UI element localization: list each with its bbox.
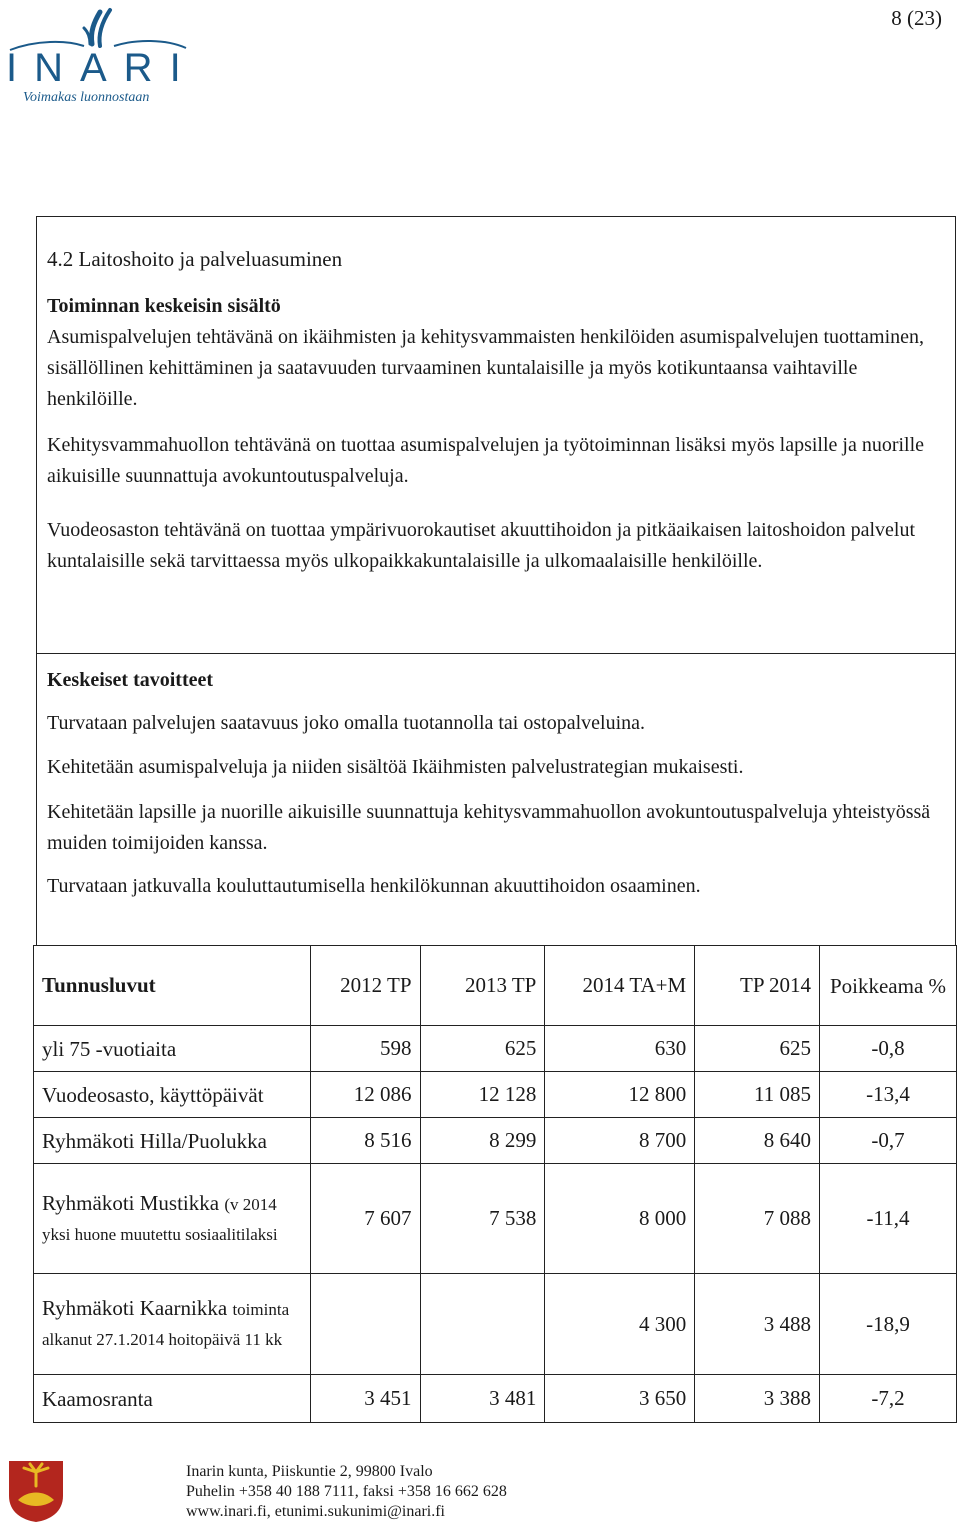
paragraph-3: Vuodeosaston tehtävänä on tuottaa ympärivuorokautiset akuuttihoidon ja pitkäaikaisen laitoshoidon palvelut kuntalaisille sekä tarvittaessa myös ulkopaikkakuntalaisille ja ulkomaalaisille henkilöille.	[47, 519, 916, 572]
row-label	[34, 1164, 311, 1274]
content-heading: Toiminnan keskeisin sisältö	[47, 295, 281, 317]
goal-item: Turvataan jatkuvalla kouluttautumisella henkilökunnan akuuttihoidon osaaminen.	[47, 875, 701, 897]
row-label-text: Vuodeosasto, käyttöpäivät	[42, 1082, 264, 1107]
row-note: (v 2014 yksi huone muutettu sosiaalitilaksi	[42, 1194, 278, 1244]
row-label-text: Ryhmäkoti Mustikka	[42, 1190, 220, 1215]
goal-item: Kehitetään asumispalveluja ja niiden sisältöä Ikäihmisten palvelustrategian mukaisesti.	[47, 756, 744, 778]
content-box	[36, 216, 956, 946]
row-label-text: Kaamosranta	[42, 1386, 153, 1411]
paragraph-2: Kehitysvammahuollon tehtävänä on tuottaa asumispalvelujen ja työtoiminnan lisäksi myös lapsille ja nuorille aikuisille suunnattuja avokuntoutuspalveluja.	[47, 434, 925, 487]
table-cell: 3 451	[310, 1375, 420, 1423]
table-cell: 8 640	[695, 1118, 820, 1164]
table-cell: -13,4	[820, 1072, 957, 1118]
table-row	[34, 1274, 957, 1375]
content-section	[47, 291, 945, 415]
header-cell: Tunnusluvut	[34, 946, 311, 1026]
table-row	[34, 1072, 957, 1118]
table-header-row	[34, 946, 957, 1026]
table-row	[34, 1118, 957, 1164]
row-label-text: yli 75 -vuotiaita	[42, 1036, 177, 1061]
coat-of-arms-icon	[6, 1458, 66, 1524]
row-label	[34, 1026, 311, 1072]
table-cell: 630	[545, 1026, 695, 1072]
footer-address: Inarin kunta, Piiskuntie 2, 99800 Ivalo	[186, 1463, 433, 1480]
table-cell: 3 650	[545, 1375, 695, 1423]
table-cell: 11 085	[695, 1072, 820, 1118]
row-note: toiminta alkanut 27.1.2014 hoitopäivä 11 kk	[42, 1300, 290, 1349]
header-cell: 2012 TP	[310, 946, 420, 1026]
row-label	[34, 1118, 311, 1164]
table-cell: 8 516	[310, 1118, 420, 1164]
paragraph-1: Asumispalvelujen tehtävänä on ikäihmisten ja kehitysvammaisten henkilöiden asumispalvelujen tuottaminen, sisällöllinen kehittäminen ja saatavuuden turvaaminen kuntalaisille ja myös kotikuntaansa vaihtaville henkilöille.	[47, 326, 925, 410]
footer-web: www.inari.fi, etunimi.sukunimi@inari.fi	[186, 1503, 445, 1520]
goal-item: Kehitetään lapsille ja nuorille aikuisille suunnattuja kehitysvammahuollon avokuntoutuspalveluja yhteistyössä muiden toimijoiden kanssa.	[47, 801, 931, 854]
header-cell: 2013 TP	[420, 946, 545, 1026]
header-cell: Poikkeama %	[820, 946, 957, 1026]
inari-logo	[6, 6, 198, 106]
table-cell: 3 488	[695, 1274, 820, 1375]
table-cell: 625	[420, 1026, 545, 1072]
table-cell	[310, 1274, 420, 1375]
footer-phone: Puhelin +358 40 188 7111, faksi +358 16 662 628	[186, 1483, 507, 1500]
table-cell: -0,7	[820, 1118, 957, 1164]
table-cell: -0,8	[820, 1026, 957, 1072]
table-cell: 8 299	[420, 1118, 545, 1164]
row-label	[34, 1375, 311, 1423]
goal-item: Turvataan palvelujen saatavuus joko omalla tuotannolla tai ostopalveluina.	[47, 712, 646, 734]
metrics-table	[33, 945, 957, 1423]
row-label-text: Ryhmäkoti Kaarnikka	[42, 1296, 228, 1320]
table-cell: 3 388	[695, 1375, 820, 1423]
section-title: 4.2 Laitoshoito ja palveluasuminen	[47, 247, 343, 271]
row-label-text: Ryhmäkoti Hilla/Puolukka	[42, 1128, 267, 1153]
table-cell: 3 481	[420, 1375, 545, 1423]
table-cell: 7 088	[695, 1164, 820, 1274]
table-cell: -18,9	[820, 1274, 957, 1375]
table-cell: 8 700	[545, 1118, 695, 1164]
header-cell: 2014 TA+M	[545, 946, 695, 1026]
row-label	[34, 1072, 311, 1118]
footer-contact	[186, 1462, 507, 1522]
goals-heading: Keskeiset tavoitteet	[47, 669, 214, 691]
table-cell: 4 300	[545, 1274, 695, 1375]
logo-tagline: Voimakas luonnostaan	[23, 90, 150, 105]
table-cell: -11,4	[820, 1164, 957, 1274]
table-cell: 625	[695, 1026, 820, 1072]
table-row	[34, 1375, 957, 1423]
header-cell: TP 2014	[695, 946, 820, 1026]
section-divider	[37, 653, 955, 654]
table-cell: 7 607	[310, 1164, 420, 1274]
row-label	[34, 1274, 311, 1375]
table-cell: 7 538	[420, 1164, 545, 1274]
table-cell: 8 000	[545, 1164, 695, 1274]
table-row	[34, 1026, 957, 1072]
page-number: 8 (23)	[891, 6, 942, 30]
table-cell	[420, 1274, 545, 1375]
table-row	[34, 1164, 957, 1274]
table-cell: 12 128	[420, 1072, 545, 1118]
table-cell: -7,2	[820, 1375, 957, 1423]
table-cell: 598	[310, 1026, 420, 1072]
table-cell: 12 086	[310, 1072, 420, 1118]
logo-text: INARI	[6, 46, 198, 90]
table-cell: 12 800	[545, 1072, 695, 1118]
